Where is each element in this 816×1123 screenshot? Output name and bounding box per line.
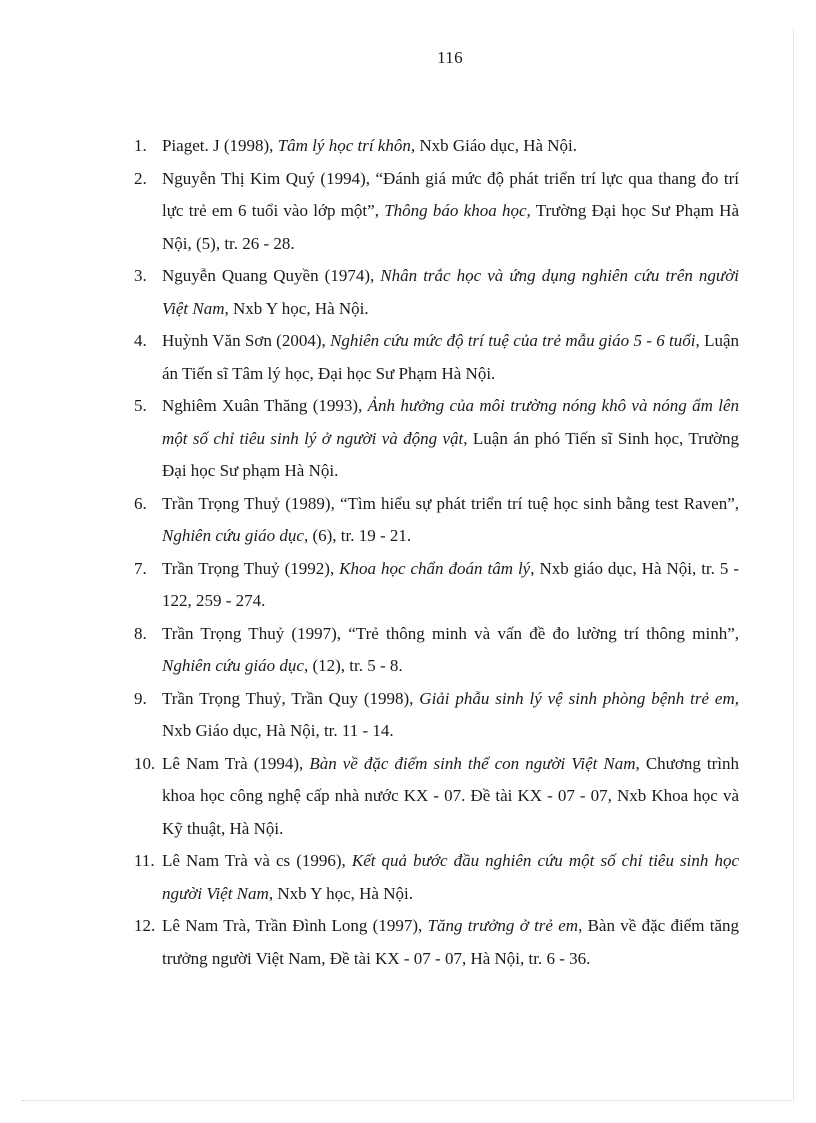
reference-item (134, 618, 739, 683)
reference-text: Nghiêm Xuân Thăng (1993), (162, 396, 368, 415)
reference-number: 10. (134, 753, 156, 773)
reference-text: Trường Đại học Sư Phạm Hà Nội, (5), tr. 26 - 28. (162, 201, 739, 253)
reference-text: Lê Nam Trà (1994), (162, 753, 310, 773)
reference-item (134, 130, 739, 163)
reference-text: Trần Trọng Thuỷ, Trần Quy (1998), (162, 688, 420, 708)
reference-number: 6. (134, 493, 147, 513)
reference-number: 3. (134, 266, 147, 285)
reference-item (134, 683, 739, 748)
reference-text: Nguyễn Quang Quyền (1974), (162, 266, 381, 285)
reference-text: , Bàn về đặc điểm tăng trưởng người Việt Nam, Đề tài KX - 07 - 07, Hà Nội, tr. 6 - 36. (162, 916, 739, 968)
reference-item (134, 748, 739, 846)
reference-title-italic: Nghiên cứu giáo dục (162, 656, 304, 675)
reference-title-italic: Tâm lý học trí khôn, (277, 136, 416, 155)
reference-number: 1. (134, 136, 147, 155)
reference-text: , Chương trình khoa học công nghệ cấp nhà nước KX - 07. Đề tài KX - 07 - 07, Nxb Khoa học và Kỹ thuật, Hà Nội. (162, 753, 739, 838)
reference-item (134, 163, 739, 261)
page-number: 116 (437, 48, 463, 67)
page-border-bottom (22, 1100, 794, 1101)
page-border-right (793, 28, 794, 1101)
reference-list (134, 130, 739, 975)
reference-number: 8. (134, 623, 147, 643)
reference-text: , Luận án Tiến sĩ Tâm lý học, Đại học Sư Phạm Hà Nội. (162, 331, 740, 383)
reference-text: , (6), tr. 19 - 21. (303, 526, 412, 545)
reference-text: Trần Trọng Thuỷ (1992), (162, 558, 340, 578)
reference-text: , Nxb giáo dục, Hà Nội, tr. 5 - 122, 259 - 274. (162, 558, 739, 610)
reference-number: 9. (134, 688, 147, 708)
reference-number: 5. (134, 396, 147, 415)
reference-title-italic: Tăng trưởng ở trẻ em (427, 916, 579, 935)
reference-title-italic: Nhân trắc học và ứng dụng nghiên cứu trên người Việt Nam (162, 266, 739, 318)
reference-text: Piaget. J (1998), (162, 136, 278, 155)
reference-item (134, 553, 739, 618)
reference-text: , Luận án phó Tiến sĩ Sinh học, Trường Đại học Sư phạm Hà Nội. (162, 428, 739, 480)
reference-text: Huỳnh Văn Sơn (2004), (162, 331, 331, 350)
reference-text: Nguyễn Thị Kim Quý (1994), “Đánh giá mức độ phát triển trí lực qua thang đo trí lực trẻ em 6 tuổi vào lớp một”, (162, 168, 739, 220)
reference-item (134, 488, 739, 553)
reference-number: 11. (134, 851, 155, 870)
reference-text: Trần Trọng Thuỷ (1989), “Tìm hiểu sự phát triển trí tuệ học sinh bằng test Raven”, (162, 493, 739, 513)
reference-text: Nxb Giáo dục, Hà Nội. (415, 136, 578, 155)
reference-item (134, 325, 739, 390)
reference-title-italic: Nghiên cứu mức độ trí tuệ của trẻ mẫu giáo 5 - 6 tuổi (330, 331, 696, 350)
reference-text: Nxb Giáo dục, Hà Nội, tr. 11 - 14. (162, 721, 394, 740)
reference-title-italic: Nghiên cứu giáo dục (162, 526, 304, 545)
reference-number: 2. (134, 168, 147, 188)
reference-number: 7. (134, 558, 147, 578)
reference-text: , Nxb Y học, Hà Nội. (268, 883, 413, 903)
reference-text: , Nxb Y học, Hà Nội. (224, 298, 369, 318)
reference-title-italic: Thông báo khoa học, (384, 201, 531, 220)
reference-item (134, 910, 739, 975)
reference-title-italic: Giải phẫu sinh lý vệ sinh phòng bệnh trẻ em, (419, 688, 739, 708)
reference-title-italic: Bàn về đặc điểm sinh thể con người Việt Nam (309, 753, 636, 773)
reference-text: Lê Nam Trà và cs (1996), (162, 851, 352, 870)
reference-text: , (12), tr. 5 - 8. (303, 656, 403, 675)
page-number-header (0, 48, 816, 68)
reference-title-italic: Khoa học chẩn đoán tâm lý (339, 558, 531, 578)
reference-text: Trần Trọng Thuỷ (1997), “Trẻ thông minh và vấn đề đo lường trí thông minh”, (162, 623, 739, 643)
reference-item (134, 260, 739, 325)
reference-title-italic: Ảnh hưởng của môi trường nóng khô và nóng ẩm lên một số chỉ tiêu sinh lý ở người và động vật (162, 396, 739, 448)
reference-title-italic: Kết quả bước đầu nghiên cứu một số chỉ tiêu sinh học người Việt Nam (162, 851, 739, 903)
reference-text: Lê Nam Trà, Trần Đình Long (1997), (162, 916, 428, 935)
reference-number: 4. (134, 331, 147, 350)
reference-number: 12. (134, 916, 156, 935)
reference-item (134, 390, 739, 488)
reference-item (134, 845, 739, 910)
